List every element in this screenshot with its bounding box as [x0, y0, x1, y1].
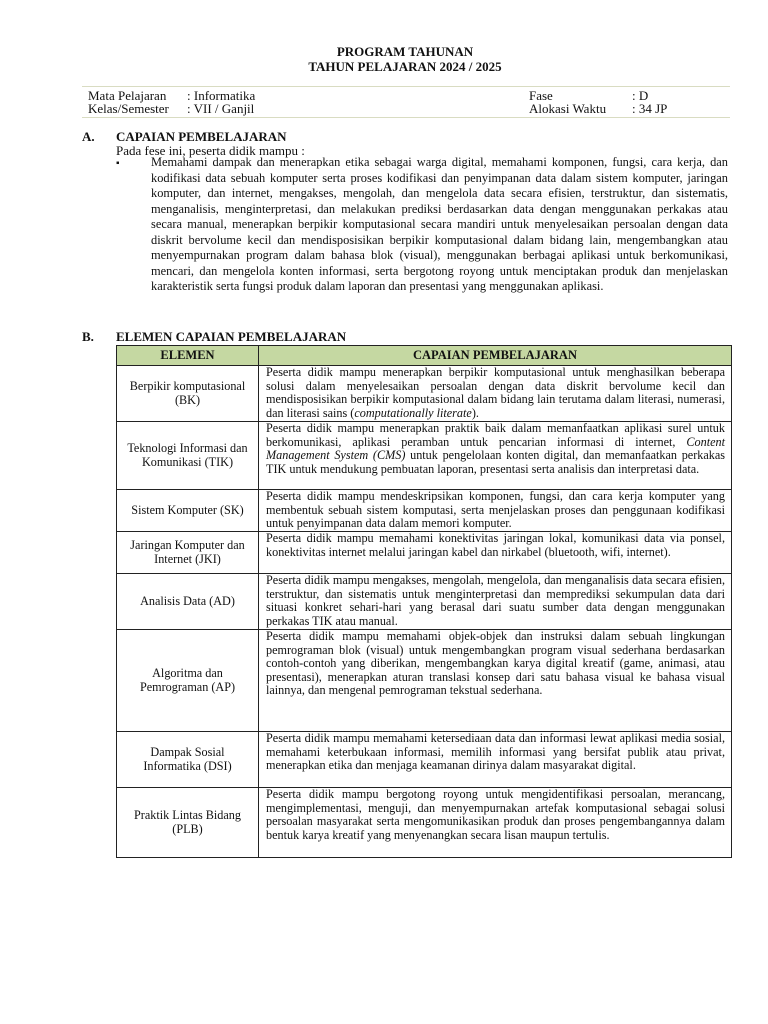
outcome-cell: Peserta didik mampu mendeskripsikan komponen, fungsi, dan cara kerja komputer yang membentuk sebuah sistem komputasi, serta menjelaskan proses dan penggunaan kodifikasi untuk penyimpanan data dalam memori komputer.	[259, 490, 732, 532]
header-element: ELEMEN	[117, 346, 259, 366]
element-cell: Sistem Komputer (SK)	[117, 490, 259, 532]
table-row	[117, 490, 732, 532]
outcome-cell: Peserta didik mampu memahami ketersediaan data dan informasi lewat aplikasi media sosial, memahami keterbukaan informasi, memilih informasi yang bersifat publik atau privat, menerapkan etika dan menjaga keamanan dirinya dalam masyarakat digital.	[259, 732, 732, 788]
table-row	[117, 788, 732, 858]
learning-outcome-text: Memahami dampak dan menerapkan etika sebagai warga digital, memahami komponen, fungsi, cara kerja, dan kodifikasi data sebuah komputer serta proses kodifikasi dan penyimpanan data dalam sistem komputer, jaringan komputer, dan internet, mengakses, mengolah, dan mengelola data secara efisien, terstruktur, dan sistematis, menganalisis, menginterpretasi, dan melakukan prediksi berdasarkan data dengan menggunakan perkakas atau secara manual, menerapkan berpikir komputasional secara mandiri untuk menyelesaikan persoalan dengan data diskrit bervolume kecil dan mendisposisikan berpikir komputasional dalam bidang lain, mengembangkan atau menyempurnakan program dalam bahasa blok (visual), menggunakan berbagai aplikasi untuk berkomunikasi, mencari, dan mengelola konten informasi, serta bergotong royong untuk menciptakan produk dan menjelaskan karakteristik serta fungsi produk dalam laporan dan presentasi yang menggunakan aplikasi.	[151, 155, 728, 293]
header-outcome: CAPAIAN PEMBELAJARAN	[259, 346, 732, 366]
table-row	[117, 630, 732, 732]
element-cell: Dampak Sosial Informatika (DSI)	[117, 732, 259, 788]
outcome-cell: Peserta didik mampu bergotong royong untuk mengidentifikasi persoalan, merancang, mengimplementasi, menguji, dan menyempurnakan artefak komputasional sebagai solusi persoalan masyarakat serta mengomunikasikan produk dan proses pengembangannya dalam bentuk karya kreatif yang menyenangkan secara lisan maupun tertulis.	[259, 788, 732, 858]
class-label: Kelas/Semester	[88, 101, 169, 116]
element-cell: Analisis Data (AD)	[117, 574, 259, 630]
time-label: Alokasi Waktu	[529, 101, 607, 116]
bullet-marker: ▪	[116, 158, 120, 169]
outcome-table	[116, 345, 732, 858]
table-row	[117, 574, 732, 630]
outcome-cell: Peserta didik mampu menerapkan berpikir komputasional untuk menghasilkan beberapa solusi dalam menyelesaikan persoalan dengan data diskrit bervolume kecil dan mendisposisikan berpikir komputasional dalam bidang lain terutama dalam literasi, numerasi, dan literasi sains (computationally literate).	[259, 366, 732, 422]
table-row	[117, 422, 732, 490]
outcome-cell: Peserta didik mampu mengakses, mengolah, mengelola, dan menganalisis data secara efisien, terstruktur, dan sistematis untuk menginterpretasi dan memprediksi sekumpulan data dari situasi konkret sehari-hari yang berasal dari suatu sumber data dengan menggunakan perkakas TIK atau manual.	[259, 574, 732, 630]
section-a-intro: Pada fese ini, peserta didik mampu :	[116, 143, 305, 158]
element-cell: Praktik Lintas Bidang (PLB)	[117, 788, 259, 858]
section-b-letter: B.	[82, 329, 94, 344]
phase-value: : D	[632, 88, 649, 103]
table-row	[117, 732, 732, 788]
document-title: PROGRAM TAHUNAN	[336, 44, 474, 59]
document-subtitle: TAHUN PELAJARAN 2024 / 2025	[308, 59, 502, 74]
element-cell: Teknologi Informasi dan Komunikasi (TIK)	[117, 422, 259, 490]
table-row	[117, 366, 732, 422]
subject-value: : Informatika	[187, 88, 256, 103]
phase-label: Fase	[529, 88, 553, 103]
element-cell: Jaringan Komputer dan Internet (JKI)	[117, 532, 259, 574]
element-cell: Berpikir komputasional (BK)	[117, 366, 259, 422]
info-block	[82, 86, 730, 118]
outcome-cell: Peserta didik mampu menerapkan praktik baik dalam memanfaatkan aplikasi surel untuk berkomunikasi, aplikasi peramban untuk pencarian informasi di internet, Content Management System (CMS) untuk pengelolaan konten digital, dan memanfaatkan perkakas TIK untuk mendukung pembuatan laporan, presentasi serta analisis dan interpretasi data.	[259, 422, 732, 490]
outcome-cell: Peserta didik mampu memahami konektivitas jaringan lokal, komunikasi data via ponsel, konektivitas internet melalui jaringan kabel dan nirkabel (bluetooth, wifi, internet).	[259, 532, 732, 574]
outcome-cell: Peserta didik mampu memahami objek-objek dan instruksi dalam sebuah lingkungan pemrograman blok (visual) untuk mengembangkan program visual sederhana berdasarkan contoh-contoh yang diberikan, mengembangkan karya digital kreatif (game, animasi, atau presentasi), menerapkan aturan translasi konsep dari satu bahasa visual ke bahasa visual lainnya, dan mengenal pemrograman tekstual sederhana.	[259, 630, 732, 732]
table-row	[117, 532, 732, 574]
section-b-title: ELEMEN CAPAIAN PEMBELAJARAN	[116, 329, 347, 344]
table-header-row	[117, 346, 732, 366]
class-value: : VII / Ganjil	[187, 101, 255, 116]
section-a-title: CAPAIAN PEMBELAJARAN	[116, 129, 287, 144]
section-a-letter: A.	[82, 129, 95, 144]
element-cell: Algoritma dan Pemrograman (AP)	[117, 630, 259, 732]
subject-label: Mata Pelajaran	[88, 88, 167, 103]
time-value: : 34 JP	[632, 101, 668, 116]
